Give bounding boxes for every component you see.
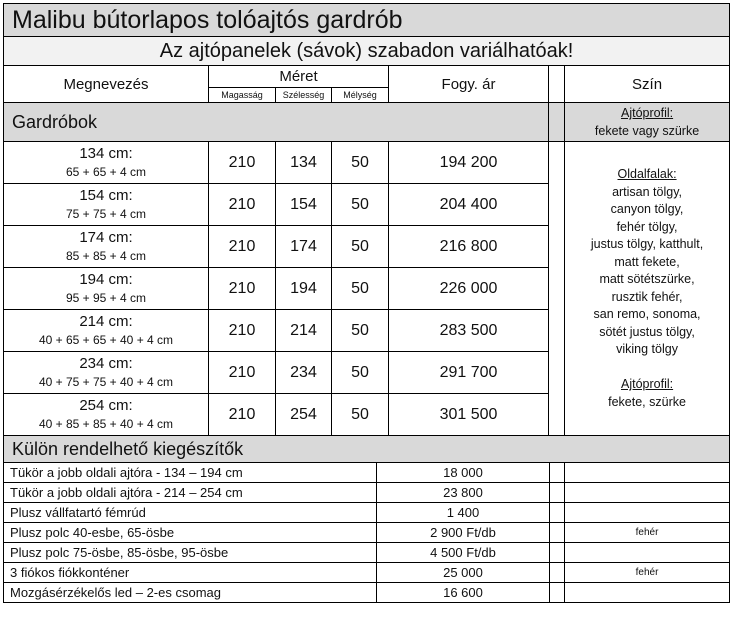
accessories-table xyxy=(3,435,730,603)
side-wall-color: san remo, sonoma, xyxy=(593,307,701,321)
door-profile-label: Ajtóprofil: xyxy=(620,106,674,120)
header-depth: Mélység xyxy=(332,88,389,103)
spacer-column xyxy=(549,103,565,142)
width-cell: 134 xyxy=(276,142,332,184)
door-profile-value: fekete, szürke xyxy=(608,394,686,409)
spacer-column xyxy=(550,463,565,483)
wardrobe-size: 174 cm: xyxy=(79,228,133,246)
accessory-price: 1 400 xyxy=(377,503,550,523)
side-wall-color: artisan tölgy, xyxy=(612,184,683,199)
accessory-name: Plusz vállfatartó fémrúd xyxy=(4,503,377,523)
accessory-price: 4 500 Ft/db xyxy=(377,543,550,563)
depth-cell: 50 xyxy=(332,226,389,268)
header-height: Magasság xyxy=(209,88,276,103)
height-cell: 210 xyxy=(209,394,276,436)
width-cell: 214 xyxy=(276,310,332,352)
wardrobe-composition: 95 + 95 + 4 cm xyxy=(65,290,147,305)
accessory-color xyxy=(565,583,730,603)
depth-cell: 50 xyxy=(332,310,389,352)
wardrobe-name xyxy=(4,352,209,394)
accessory-color: fehér xyxy=(565,523,730,543)
accessory-price: 16 600 xyxy=(377,583,550,603)
header-color: Szín xyxy=(565,66,730,103)
table-row xyxy=(4,543,730,563)
wardrobe-composition: 40 + 85 + 85 + 40 + 4 cm xyxy=(38,416,174,431)
side-wall-color: fehér tölgy, xyxy=(616,219,678,234)
wardrobe-name xyxy=(4,142,209,184)
height-cell: 210 xyxy=(209,184,276,226)
spacer-column xyxy=(550,503,565,523)
wardrobe-name xyxy=(4,184,209,226)
depth-cell: 50 xyxy=(332,184,389,226)
spacer-column xyxy=(549,66,565,103)
depth-cell: 50 xyxy=(332,268,389,310)
wardrobe-name xyxy=(4,268,209,310)
spacer-column xyxy=(549,142,565,436)
height-cell: 210 xyxy=(209,142,276,184)
accessory-name: Plusz polc 75-ösbe, 85-ösbe, 95-ösbe xyxy=(4,543,377,563)
price-cell: 283 500 xyxy=(389,310,549,352)
wardrobe-composition: 85 + 85 + 4 cm xyxy=(65,248,147,263)
wardrobe-size: 214 cm: xyxy=(79,312,133,330)
price-cell: 194 200 xyxy=(389,142,549,184)
header-width: Szélesség xyxy=(276,88,332,103)
header-name: Megnevezés xyxy=(4,66,209,103)
spacer-column xyxy=(550,543,565,563)
width-cell: 194 xyxy=(276,268,332,310)
accessory-color: fehér xyxy=(565,563,730,583)
table-row xyxy=(4,483,730,503)
accessory-color xyxy=(565,483,730,503)
side-wall-color: justus tölgy, katthult, xyxy=(590,237,704,251)
width-cell: 174 xyxy=(276,226,332,268)
wardrobe-name xyxy=(4,226,209,268)
accessory-name: Tükör a jobb oldali ajtóra - 214 – 254 cm xyxy=(4,483,377,503)
height-cell: 210 xyxy=(209,268,276,310)
side-wall-color: rusztik fehér, xyxy=(611,289,683,304)
side-wall-color: viking tölgy xyxy=(616,342,678,356)
table-row xyxy=(4,523,730,543)
spacer-column xyxy=(550,583,565,603)
width-cell: 154 xyxy=(276,184,332,226)
price-cell: 216 800 xyxy=(389,226,549,268)
accessory-color xyxy=(565,503,730,523)
height-cell: 210 xyxy=(209,310,276,352)
wardrobe-composition: 40 + 75 + 75 + 40 + 4 cm xyxy=(38,374,174,389)
accessory-price: 23 800 xyxy=(377,483,550,503)
accessory-name: 3 fiókos fiókkonténer xyxy=(4,563,377,583)
depth-cell: 50 xyxy=(332,142,389,184)
color-options xyxy=(565,142,730,436)
door-profile-label: Ajtóprofil: xyxy=(620,377,674,391)
table-row xyxy=(4,463,730,483)
wardrobe-name xyxy=(4,394,209,436)
wardrobe-size: 234 cm: xyxy=(79,354,133,372)
wardrobe-table xyxy=(3,3,730,436)
section-wardrobes: Gardróbok xyxy=(4,103,549,142)
wardrobe-name xyxy=(4,310,209,352)
price-cell: 291 700 xyxy=(389,352,549,394)
price-sheet xyxy=(3,3,729,603)
depth-cell: 50 xyxy=(332,352,389,394)
price-cell: 204 400 xyxy=(389,184,549,226)
height-cell: 210 xyxy=(209,226,276,268)
table-row xyxy=(4,142,730,184)
side-wall-color: matt fekete, xyxy=(614,254,680,269)
price-cell: 301 500 xyxy=(389,394,549,436)
header-size: Méret xyxy=(209,66,389,88)
wardrobe-composition: 40 + 65 + 65 + 40 + 4 cm xyxy=(38,332,174,347)
spacer-column xyxy=(550,523,565,543)
accessory-name: Plusz polc 40-esbe, 65-ösbe xyxy=(4,523,377,543)
wardrobe-size: 134 cm: xyxy=(79,144,133,162)
depth-cell: 50 xyxy=(332,394,389,436)
spacer-column xyxy=(550,563,565,583)
page-title: Malibu bútorlapos tolóajtós gardrób xyxy=(4,4,730,37)
wardrobe-composition: 75 + 75 + 4 cm xyxy=(65,206,147,221)
table-row xyxy=(4,583,730,603)
side-wall-color: sötét justus tölgy, xyxy=(599,324,695,339)
accessory-name: Tükör a jobb oldali ajtóra - 134 – 194 cm xyxy=(4,463,377,483)
accessory-price: 18 000 xyxy=(377,463,550,483)
door-profile-value: fekete vagy szürke xyxy=(594,124,700,138)
price-cell: 226 000 xyxy=(389,268,549,310)
side-wall-color: matt sötétszürke, xyxy=(599,272,695,286)
width-cell: 234 xyxy=(276,352,332,394)
page-subtitle: Az ajtópanelek (sávok) szabadon variálhatóak! xyxy=(4,37,730,66)
table-row xyxy=(4,503,730,523)
accessory-price: 25 000 xyxy=(377,563,550,583)
wardrobe-composition: 65 + 65 + 4 cm xyxy=(65,164,147,179)
height-cell: 210 xyxy=(209,352,276,394)
section-accessories: Külön rendelhető kiegészítők xyxy=(4,436,730,463)
header-price: Fogy. ár xyxy=(389,66,549,103)
width-cell: 254 xyxy=(276,394,332,436)
spacer-column xyxy=(550,483,565,503)
door-profile-info xyxy=(565,103,730,142)
side-wall-color: canyon tölgy, xyxy=(610,202,684,216)
wardrobe-size: 154 cm: xyxy=(79,186,133,204)
accessory-price: 2 900 Ft/db xyxy=(377,523,550,543)
wardrobe-size: 194 cm: xyxy=(79,270,133,288)
accessory-name: Mozgásérzékelős led – 2-es csomag xyxy=(4,583,377,603)
accessory-color xyxy=(565,543,730,563)
side-walls-label: Oldalfalak: xyxy=(617,167,677,181)
table-row xyxy=(4,563,730,583)
accessory-color xyxy=(565,463,730,483)
wardrobe-size: 254 cm: xyxy=(79,396,133,414)
